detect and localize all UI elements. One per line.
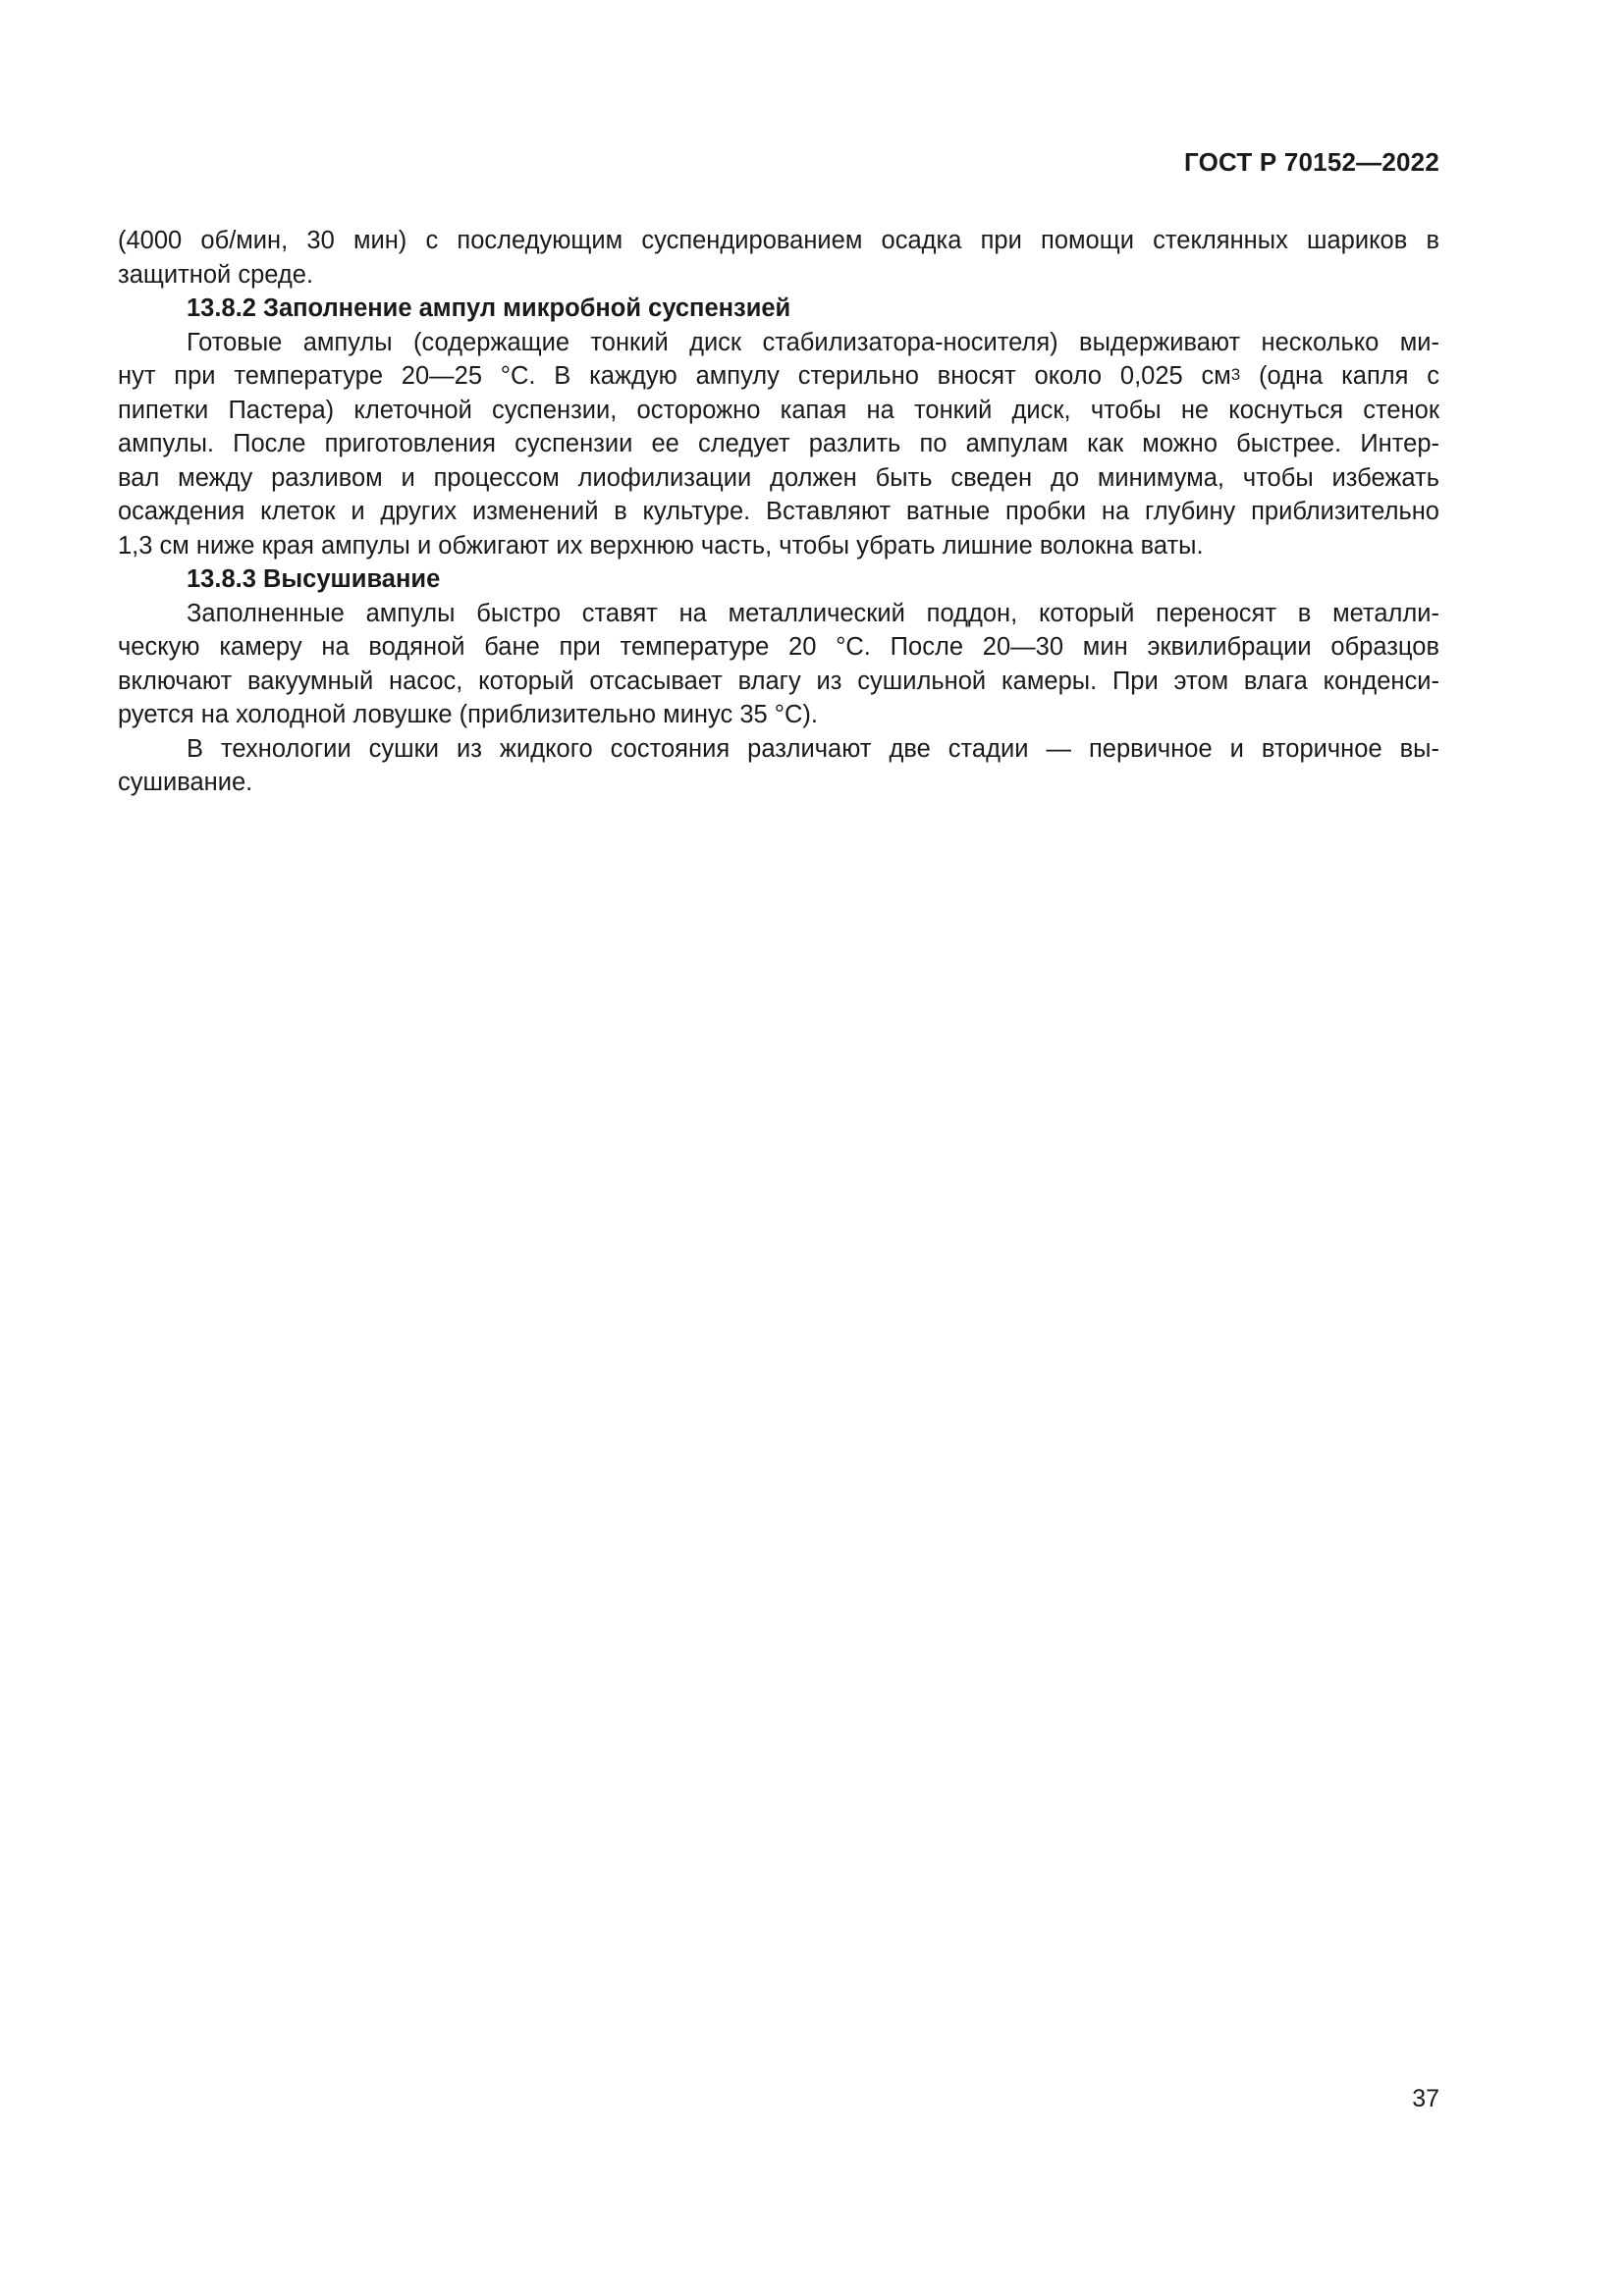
document-code-header: ГОСТ Р 70152—2022 [1184, 147, 1439, 177]
page-number: 37 [1412, 2085, 1439, 2112]
paragraph-line: ческую камеру на водяной бане при температуре 20 °С. После 20—30 мин эквилибрации образцов [118, 633, 1439, 661]
paragraph-line: пипетки Пастера) клеточной суспензии, осторожно капая на тонкий диск, чтобы не коснуться стенок [118, 396, 1439, 424]
section-heading-13-8-2: 13.8.2 Заполнение ампул микробной суспензией [187, 294, 791, 322]
paragraph-line: вал между разливом и процессом лиофилизации должен быть сведен до минимума, чтобы избежать [118, 463, 1439, 492]
text-fragment: нут при температуре 20—25 °С. В каждую ампулу стерильно вносят около 0,025 см [118, 362, 1231, 390]
superscript-exponent: 3 [1230, 365, 1241, 384]
paragraph-line: В технологии сушки из жидкого состояния различают две стадии — первичное и вторичное вы- [187, 734, 1439, 763]
paragraph-line: руется на холодной ловушке (приблизительно минус 35 °С). [118, 701, 818, 728]
paragraph-line: (4000 об/мин, 30 мин) с последующим суспендированием осадка при помощи стеклянных шариков в [118, 227, 1439, 254]
paragraph-line: ампулы. После приготовления суспензии ее следует разлить по ампулам как можно быстрее. Интер- [118, 430, 1439, 457]
paragraph-line: включают вакуумный насос, который отсасывает влагу из сушильной камеры. При этом влага конденси- [118, 667, 1439, 695]
section-heading-13-8-3: 13.8.3 Высушивание [187, 565, 441, 593]
paragraph-line: сушивание. [118, 769, 253, 796]
paragraph-line: осаждения клеток и других изменений в культуре. Вставляют ватные пробки на глубину приблизительно [118, 498, 1439, 525]
text-fragment: (одна капля с [1240, 362, 1440, 390]
document-body [118, 224, 1439, 800]
paragraph-line-with-superscript [118, 359, 1439, 394]
paragraph-line: Заполненные ампулы быстро ставят на металлический поддон, который переносят в металли- [187, 599, 1439, 627]
paragraph-line: 1,3 см ниже края ампулы и обжигают их верхнюю часть, чтобы убрать лишние волокна ваты. [118, 531, 1204, 560]
paragraph-line: Готовые ампулы (содержащие тонкий диск стабилизатора-носителя) выдерживают несколько ми- [187, 328, 1439, 356]
paragraph-line: защитной среде. [118, 260, 314, 289]
